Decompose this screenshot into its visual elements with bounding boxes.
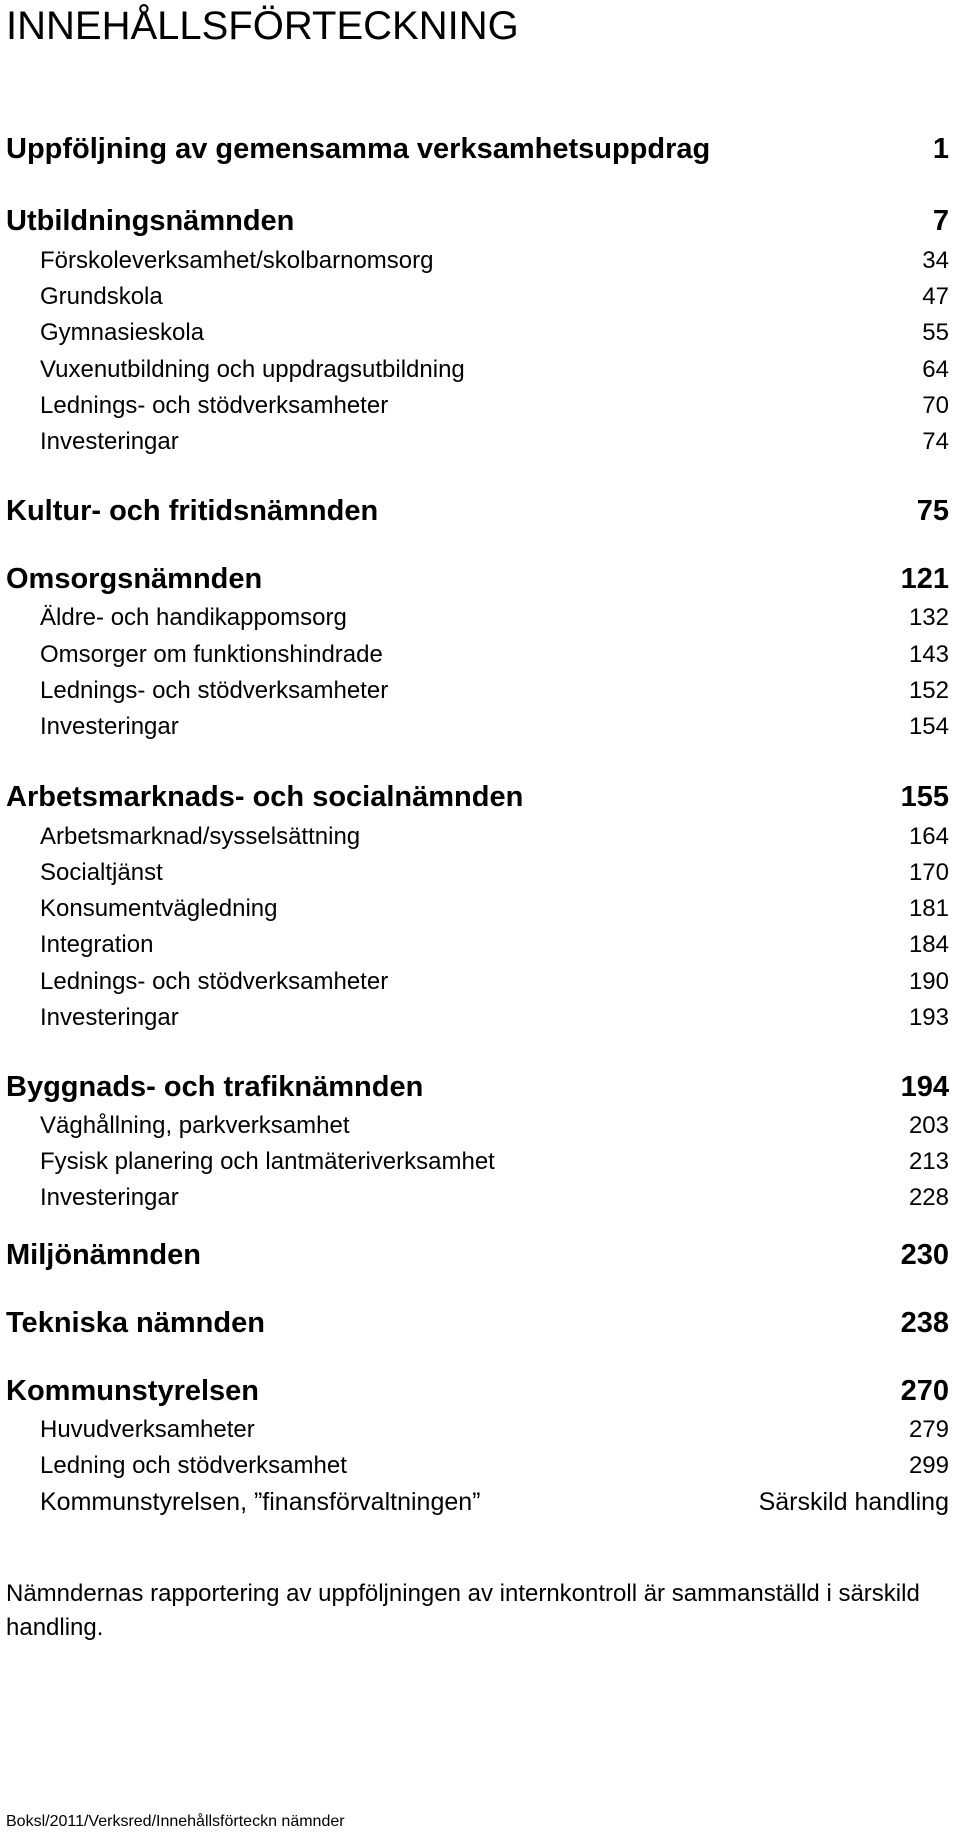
document-footer: Boksl/2011/Verksred/Innehållsförteckn nämnder <box>6 1813 345 1830</box>
toc-item-page: 181 <box>908 895 949 922</box>
toc-item-page: 228 <box>908 1184 949 1211</box>
toc-item-page: 47 <box>922 283 949 310</box>
toc-item-page: 170 <box>908 859 949 886</box>
toc-section-title: Miljönämnden <box>6 1239 201 1271</box>
toc-item <box>40 1183 949 1213</box>
toc-section-page: 230 <box>900 1239 949 1271</box>
toc-item-label: Lednings- och stödverksamheter <box>40 392 389 419</box>
toc-item <box>40 967 949 997</box>
page-title: INNEHÅLLSFÖRTECKNING <box>6 4 519 48</box>
toc-item-page: 190 <box>908 968 949 995</box>
toc-item-page: 154 <box>908 713 949 740</box>
toc-item <box>40 603 949 633</box>
toc-item-label: Väghållning, parkverksamhet <box>40 1112 350 1139</box>
toc-section <box>6 562 949 596</box>
toc-item-page: 152 <box>908 677 949 704</box>
toc-item <box>40 930 949 960</box>
toc-section-page: 270 <box>900 1375 949 1407</box>
toc-item-label: Vuxenutbildning och uppdragsutbildning <box>40 356 465 383</box>
toc-section-title: Kommunstyrelsen <box>6 1375 260 1407</box>
toc-item-label: Investeringar <box>40 1004 179 1031</box>
toc-item <box>40 391 949 421</box>
toc-item <box>40 427 949 457</box>
toc-item <box>40 676 949 706</box>
toc-item-page: 203 <box>908 1112 949 1139</box>
toc-item-page: 164 <box>908 823 949 850</box>
toc-item-label: Konsumentvägledning <box>40 895 278 922</box>
toc-section-title: Kultur- och fritidsnämnden <box>6 495 379 527</box>
toc-item-page: 64 <box>922 356 949 383</box>
toc-item-page: 143 <box>908 641 949 668</box>
toc-item-label: Investeringar <box>40 428 179 455</box>
toc-item <box>40 246 949 276</box>
toc-item-label: Gymnasieskola <box>40 319 205 346</box>
toc-section <box>6 132 949 166</box>
toc-item <box>40 1487 949 1517</box>
toc-item-label: Huvudverksamheter <box>40 1416 255 1443</box>
toc-section-title: Tekniska nämnden <box>6 1307 265 1339</box>
toc-section-page: 7 <box>932 205 949 237</box>
toc-item-label: Omsorger om funktionshindrade <box>40 641 383 668</box>
toc-section <box>6 1374 949 1408</box>
toc-item-label: Integration <box>40 931 154 958</box>
toc-item-label: Kommunstyrelsen, ”finansförvaltningen” <box>40 1488 481 1516</box>
toc-item-page: 184 <box>908 931 949 958</box>
toc-section-page: 121 <box>900 563 949 595</box>
toc-item-page: 74 <box>922 428 949 455</box>
toc-section <box>6 204 949 238</box>
toc-item-label: Ledning och stödverksamhet <box>40 1452 347 1479</box>
toc-section-page: 75 <box>916 495 949 527</box>
toc-item <box>40 822 949 852</box>
toc-item-label: Socialtjänst <box>40 859 163 886</box>
toc-item-label: Fysisk planering och lantmäteriverksamhet <box>40 1148 495 1175</box>
toc-item-label: Förskoleverksamhet/skolbarnomsorg <box>40 247 434 274</box>
toc-item-page: 132 <box>908 604 949 631</box>
toc-item-label: Investeringar <box>40 713 179 740</box>
toc-item <box>40 1451 949 1481</box>
toc-item <box>40 282 949 312</box>
toc-section-page: 238 <box>900 1307 949 1339</box>
toc-section-title: Omsorgsnämnden <box>6 563 263 595</box>
toc-section <box>6 494 949 528</box>
internal-control-note: Nämndernas rapportering av uppföljningen av internkontroll är sammanställd i särskild handling. <box>6 1580 920 1641</box>
toc-item <box>40 1147 949 1177</box>
toc-item-page: 279 <box>908 1416 949 1443</box>
toc-item-page: 193 <box>908 1004 949 1031</box>
toc-item-label: Lednings- och stödverksamheter <box>40 968 389 995</box>
toc-item-page: Särskild handling <box>758 1488 949 1516</box>
toc-section-title: Utbildningsnämnden <box>6 205 295 237</box>
toc-item <box>40 858 949 888</box>
toc-item <box>40 712 949 742</box>
toc-item-label: Lednings- och stödverksamheter <box>40 677 389 704</box>
toc-item <box>40 355 949 385</box>
toc-item-label: Grundskola <box>40 283 163 310</box>
toc-section <box>6 1070 949 1104</box>
toc-item-page: 299 <box>908 1452 949 1479</box>
toc-item <box>40 1111 949 1141</box>
toc-section-title: Uppföljning av gemensamma verksamhetsuppdrag <box>6 133 711 165</box>
toc-item <box>40 1415 949 1445</box>
toc-item-label: Äldre- och handikappomsorg <box>40 604 347 631</box>
toc-item-label: Investeringar <box>40 1184 179 1211</box>
toc-section-title: Byggnads- och trafiknämnden <box>6 1071 424 1103</box>
toc-item-page: 70 <box>922 392 949 419</box>
toc-item-page: 213 <box>908 1148 949 1175</box>
toc-item <box>40 640 949 670</box>
toc-item-page: 34 <box>922 247 949 274</box>
toc-section-title: Arbetsmarknads- och socialnämnden <box>6 781 524 813</box>
toc-section-page: 194 <box>900 1071 949 1103</box>
toc-item-page: 55 <box>922 319 949 346</box>
toc-item <box>40 1003 949 1033</box>
toc-section <box>6 1306 949 1340</box>
toc-item <box>40 318 949 348</box>
toc-section <box>6 1238 949 1272</box>
toc-section-page: 155 <box>900 781 949 813</box>
toc-section <box>6 780 949 814</box>
toc-section-page: 1 <box>932 133 949 165</box>
toc-item <box>40 894 949 924</box>
toc-item-label: Arbetsmarknad/sysselsättning <box>40 823 361 850</box>
